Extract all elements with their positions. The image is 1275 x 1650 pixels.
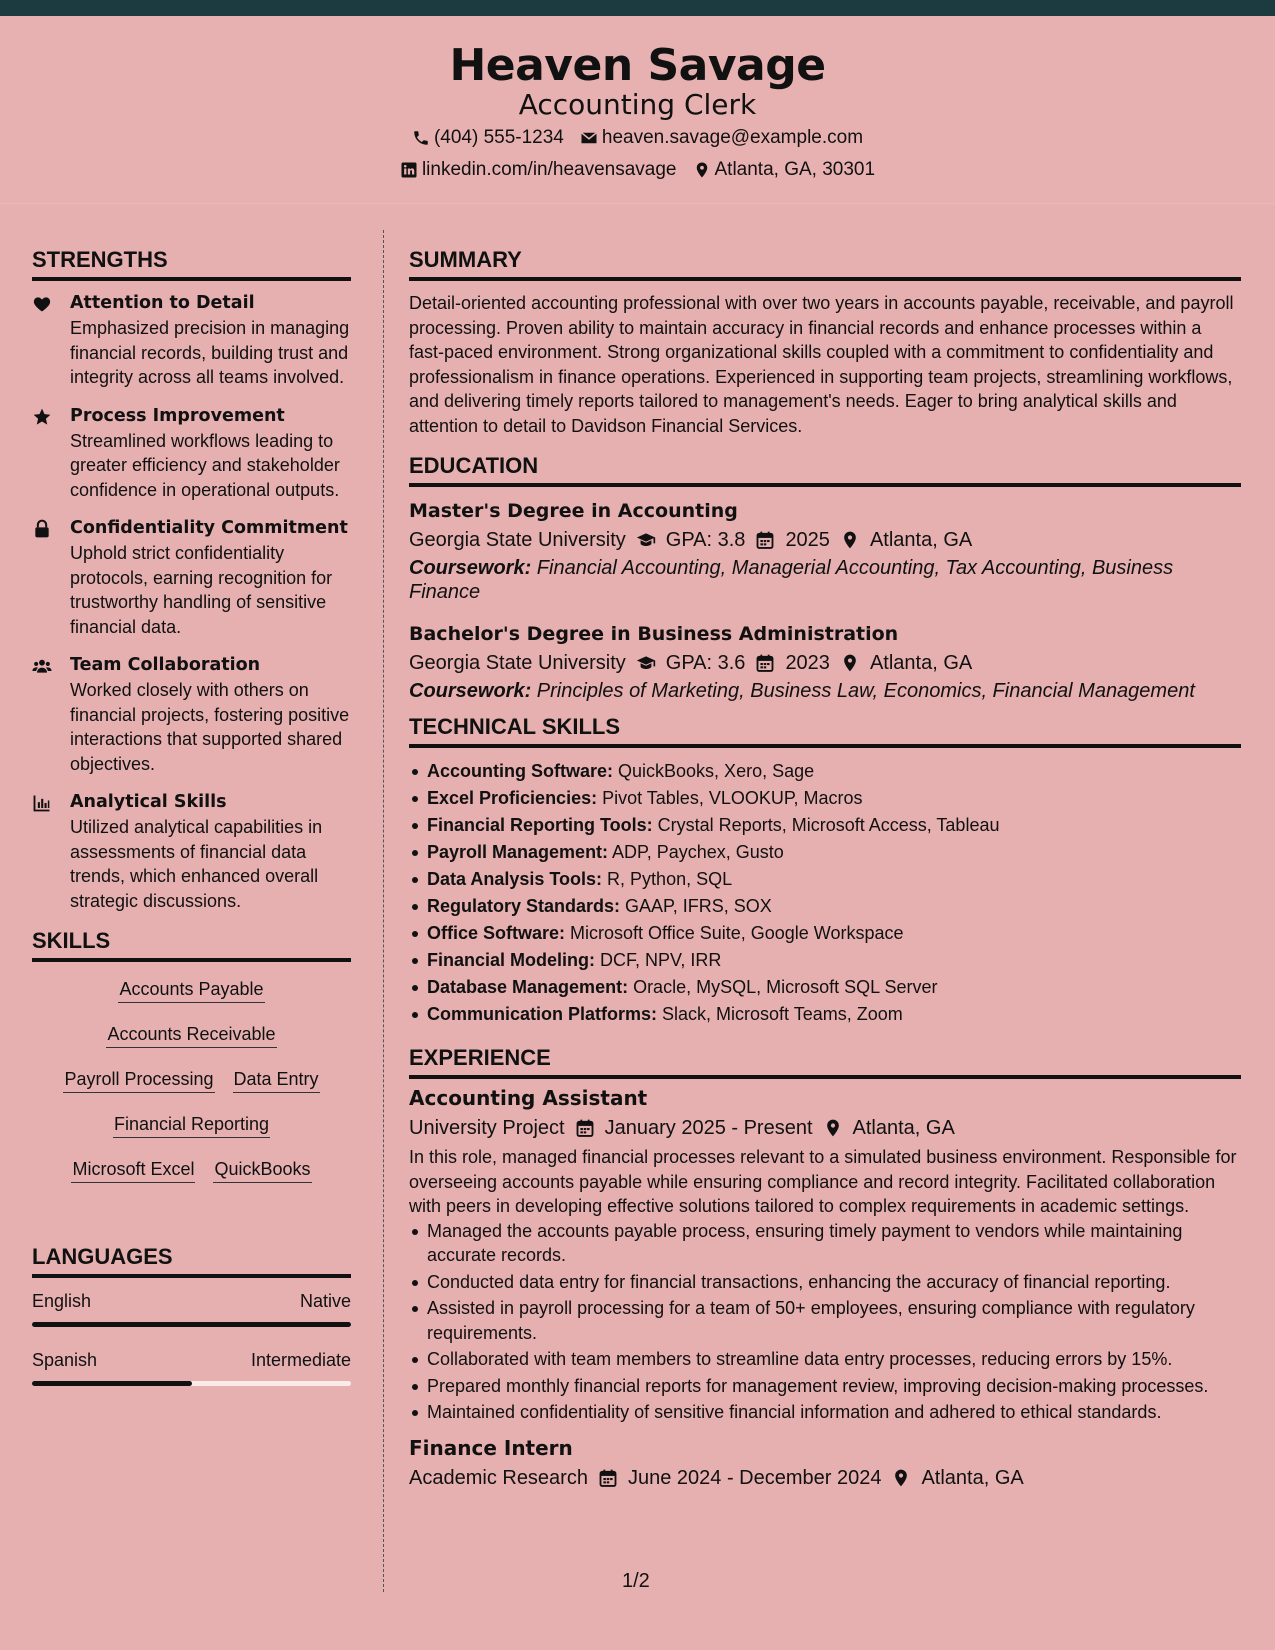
education-meta [409, 648, 1241, 678]
graduation-cap-icon [636, 653, 656, 673]
technical-skill-label: Regulatory Standards: [427, 896, 621, 916]
technical-skill-label: Communication Platforms: [427, 1004, 658, 1024]
calendar-icon [598, 1468, 618, 1488]
language-row [32, 1347, 351, 1373]
phone-contact[interactable] [412, 122, 564, 154]
technical-skill-label: Accounting Software: [427, 761, 614, 781]
language-proficiency-bar [32, 1381, 351, 1386]
resume-header [0, 16, 1275, 204]
technical-skill-value: QuickBooks, Xero, Sage [613, 761, 815, 781]
language-row [32, 1288, 351, 1314]
language-name: English [32, 1291, 92, 1311]
school-name: Georgia State University [409, 529, 626, 551]
education-entry [409, 620, 1241, 703]
technical-skill-item [409, 839, 1241, 866]
chart-bar-icon [32, 793, 52, 813]
linkedin-icon [400, 161, 418, 179]
education-meta [409, 525, 1241, 555]
language-proficiency-fill [32, 1381, 192, 1386]
job-location: Atlanta, GA [921, 1466, 1024, 1489]
job-organization: University Project [409, 1117, 565, 1139]
coursework-list: Principles of Marketing, Business Law, Economics, Financial Management [531, 680, 1195, 702]
strength-item [32, 404, 351, 503]
skill-tag: Accounts Receivable [106, 1021, 276, 1048]
strength-icon-wrap [32, 291, 70, 390]
language-proficiency-bar [32, 1322, 351, 1327]
strength-item [32, 790, 351, 913]
strength-text [70, 516, 351, 639]
strength-item [32, 291, 351, 390]
linkedin-text: linkedin.com/in/heavensavage [421, 158, 677, 180]
skills-line [32, 1021, 351, 1066]
calendar-icon [755, 530, 775, 550]
technical-skill-value: Crystal Reports, Microsoft Access, Tableau [652, 815, 1000, 835]
job-bullet: Assisted in payroll processing for a team of 50+ employees, ensuring compliance with regulatory requirements. [409, 1296, 1241, 1345]
job-bullet: Maintained confidentiality of sensitive financial information and adhered to ethical standards. [409, 1400, 1241, 1425]
contact-row-2 [0, 154, 1275, 186]
language-proficiency-fill [32, 1322, 351, 1327]
technical-skill-label: Data Analysis Tools: [427, 869, 603, 889]
skill-tag: Financial Reporting [113, 1111, 270, 1138]
strength-description: Streamlined workflows leading to greater efficiency and stakeholder confidence in operational outputs. [70, 430, 340, 500]
job-title: Accounting Clerk [518, 88, 757, 122]
map-pin-icon [693, 161, 711, 179]
technical-skill-item [409, 920, 1241, 947]
school-name: Georgia State University [409, 652, 626, 674]
technical-skill-value: DCF, NPV, IRR [595, 950, 722, 970]
column-divider [383, 230, 384, 1592]
strength-icon-wrap [32, 404, 70, 503]
strengths-list [32, 291, 351, 913]
experience-heading: EXPERIENCE [409, 1044, 1241, 1079]
strength-description: Uphold strict confidentiality protocols, earning recognition for trustworthy handling of sensitive financial data. [70, 543, 333, 637]
strength-name: Analytical Skills [70, 792, 227, 812]
language-level: Native [299, 1291, 351, 1311]
technical-skill-label: Financial Reporting Tools: [427, 815, 653, 835]
envelope-icon [580, 129, 598, 147]
map-pin-icon [840, 653, 860, 673]
job-bullet: Collaborated with team members to streamline data entry processes, reducing errors by 15%. [409, 1347, 1241, 1372]
job-role: Accounting Assistant [409, 1086, 648, 1110]
right-column [409, 246, 1241, 1493]
calendar-icon [575, 1118, 595, 1138]
skills-line [32, 1111, 351, 1156]
heart-icon [32, 294, 52, 314]
strength-text [70, 790, 351, 913]
education-location: Atlanta, GA [869, 652, 973, 674]
experience-entry [409, 1433, 1241, 1493]
graduation-year: 2023 [785, 652, 830, 674]
strength-description: Emphasized precision in managing financial records, building trust and integrity across all teams involved. [70, 318, 350, 387]
strength-description: Utilized analytical capabilities in assessments of financial data trends, which enhanced overall strategic discussions. [70, 817, 323, 911]
gpa: GPA: 3.8 [665, 529, 746, 551]
strengths-heading: STRENGTHS [32, 246, 351, 281]
email-text: heaven.savage@example.com [601, 126, 864, 148]
coursework [409, 556, 1241, 604]
strength-icon-wrap [32, 516, 70, 639]
job-dates: January 2025 - Present [604, 1117, 813, 1139]
job-organization: Academic Research [409, 1466, 588, 1489]
job-meta [409, 1463, 1241, 1493]
strength-name: Process Improvement [70, 405, 285, 426]
star-icon [32, 407, 52, 427]
job-dates: June 2024 - December 2024 [627, 1466, 882, 1489]
email-contact[interactable] [580, 122, 863, 154]
degree-name: Master's Degree in Accounting [409, 500, 738, 522]
education-heading: EDUCATION [409, 452, 1241, 487]
candidate-name: Heaven Savage [449, 40, 826, 91]
gpa: GPA: 3.6 [665, 652, 746, 674]
coursework-label: Coursework: [409, 557, 532, 579]
education-entry [409, 497, 1241, 604]
strength-name: Confidentiality Commitment [70, 518, 348, 538]
technical-skill-item [409, 893, 1241, 920]
technical-skills-list [409, 758, 1241, 1028]
skill-tag: Accounts Payable [118, 976, 264, 1003]
map-pin-icon [891, 1468, 911, 1488]
strength-item [32, 516, 351, 639]
technical-skill-value: GAAP, IFRS, SOX [620, 896, 772, 916]
strength-item [32, 653, 351, 776]
degree-name: Bachelor's Degree in Business Administration [409, 623, 899, 645]
coursework-label: Coursework: [409, 680, 532, 702]
job-bullets [409, 1219, 1241, 1425]
technical-skill-value: ADP, Paychex, Gusto [608, 842, 784, 862]
strength-icon-wrap [32, 653, 70, 776]
technical-skill-label: Financial Modeling: [427, 950, 596, 970]
education-list [409, 497, 1241, 703]
location-contact [693, 154, 876, 186]
technical-skill-item [409, 947, 1241, 974]
languages-list [32, 1288, 351, 1386]
technical-skill-item [409, 785, 1241, 812]
map-pin-icon [823, 1118, 843, 1138]
technical-skill-label: Excel Proficiencies: [427, 788, 598, 808]
skill-tag: Payroll Processing [63, 1066, 214, 1093]
technical-skill-value: Pivot Tables, VLOOKUP, Macros [597, 788, 863, 808]
summary-text: Detail-oriented accounting professional with over two years in accounts payable, receivable, and payroll processing. Proven ability to maintain accuracy in financial records and enhance processes within a fast-paced environment. Strong organizational skills coupled with a commitment to confidentiality and professionalism in finance operations. Experienced in supporting team projects, streamlining workflows, and delivering timely reports tailored to management's needs. Eager to bring analytical skills and attention to detail to Davidson Financial Services. [409, 293, 1234, 436]
summary-heading: SUMMARY [409, 246, 1241, 281]
phone-icon [412, 129, 430, 147]
phone-text: (404) 555-1234 [433, 126, 564, 148]
language-item [32, 1288, 351, 1327]
location-text: Atlanta, GA, 30301 [714, 158, 876, 180]
skill-tag: QuickBooks [213, 1156, 311, 1183]
contact-row-1 [0, 122, 1275, 154]
calendar-icon [755, 653, 775, 673]
users-icon [32, 656, 52, 676]
job-bullet: Prepared monthly financial reports for management review, improving decision-making processes. [409, 1374, 1241, 1399]
languages-heading: LANGUAGES [32, 1243, 351, 1278]
left-column [32, 246, 351, 1406]
skill-tag: Data Entry [233, 1066, 320, 1093]
experience-entry [409, 1083, 1241, 1425]
job-description: In this role, managed financial processes relevant to a simulated business environment. Responsible for overseeing accounts payable while ensuring compliance and record integrity. Facilitated collaboration with peers in developing effective solutions tailored to complex requirements in academic settings. [409, 1147, 1237, 1216]
job-meta [409, 1113, 1241, 1143]
experience-list [409, 1083, 1241, 1493]
top-accent-bar [0, 0, 1275, 16]
skill-tag: Microsoft Excel [71, 1156, 195, 1183]
lock-icon [32, 519, 52, 539]
job-location: Atlanta, GA [852, 1117, 955, 1139]
technical-skill-item [409, 1001, 1241, 1028]
coursework [409, 679, 1241, 703]
education-location: Atlanta, GA [869, 529, 973, 551]
technical-skill-item [409, 974, 1241, 1001]
technical-skill-value: Oracle, MySQL, Microsoft SQL Server [628, 977, 938, 997]
strength-name: Attention to Detail [70, 293, 255, 313]
technical-skill-value: R, Python, SQL [602, 869, 733, 889]
strength-text [70, 653, 351, 776]
technical-skill-label: Database Management: [427, 977, 629, 997]
linkedin-contact[interactable] [400, 154, 677, 186]
job-role: Finance Intern [409, 1435, 573, 1460]
language-item [32, 1347, 351, 1386]
map-pin-icon [840, 530, 860, 550]
skills-line [32, 1156, 351, 1201]
strength-name: Team Collaboration [70, 655, 261, 675]
technical-skill-value: Slack, Microsoft Teams, Zoom [657, 1004, 903, 1024]
job-bullet: Conducted data entry for financial transactions, enhancing the accuracy of financial reporting. [409, 1270, 1241, 1295]
skills-list [32, 972, 351, 1201]
page-number: 1/2 [622, 1570, 650, 1592]
strength-text [70, 291, 351, 390]
graduation-year: 2025 [785, 529, 830, 551]
skills-line [32, 976, 351, 1021]
technical-skill-item [409, 866, 1241, 893]
skills-line [32, 1066, 351, 1111]
graduation-cap-icon [636, 530, 656, 550]
technical-skill-label: Payroll Management: [427, 842, 609, 862]
language-name: Spanish [32, 1350, 98, 1370]
job-bullet: Managed the accounts payable process, ensuring timely payment to vendors while maintaining accurate records. [409, 1219, 1241, 1268]
strength-icon-wrap [32, 790, 70, 913]
skills-heading: SKILLS [32, 927, 351, 962]
language-level: Intermediate [250, 1350, 351, 1370]
technical-skills-heading: TECHNICAL SKILLS [409, 713, 1241, 748]
coursework-list: Financial Accounting, Managerial Accounting, Tax Accounting, Business Finance [409, 557, 1174, 603]
technical-skill-value: Microsoft Office Suite, Google Workspace [565, 923, 904, 943]
strength-description: Worked closely with others on financial projects, fostering positive interactions that supported shared objectives. [70, 680, 350, 774]
technical-skill-label: Office Software: [427, 923, 566, 943]
technical-skill-item [409, 812, 1241, 839]
strength-text [70, 404, 351, 503]
technical-skill-item [409, 758, 1241, 785]
